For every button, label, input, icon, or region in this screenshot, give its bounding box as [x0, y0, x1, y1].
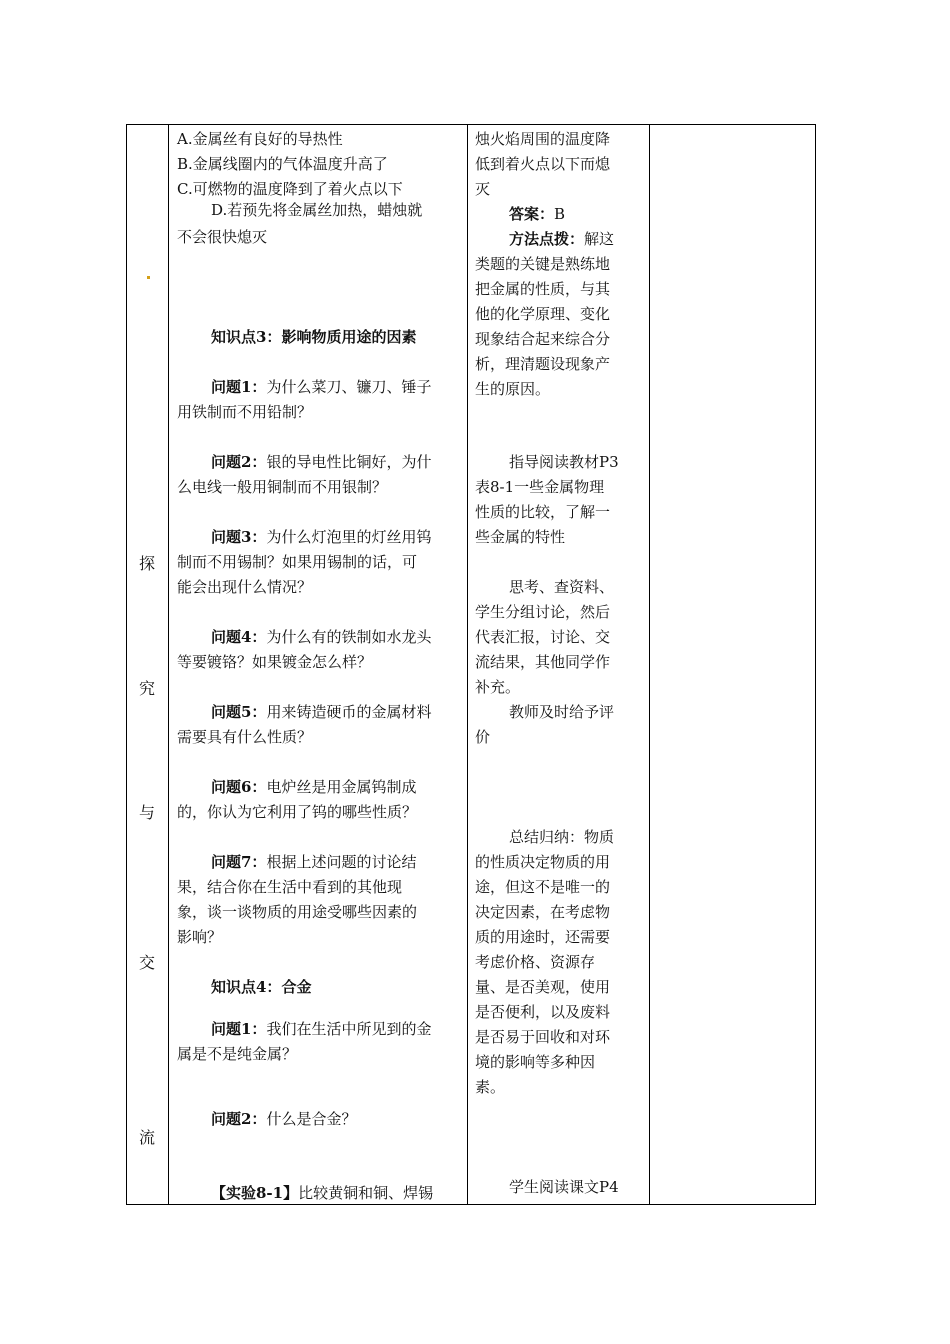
method-text: 他的化学原理、变化 — [475, 305, 611, 323]
method-text: 把金属的性质，与其 — [475, 280, 611, 298]
experiment-8-1 — [211, 1181, 433, 1206]
question-text: 象，谈一谈物质的用途受哪些因素的 — [177, 903, 418, 921]
activity-text: 思考、查资料、 — [509, 578, 615, 596]
sidebar-char: 探 — [138, 554, 155, 573]
answer-label: 答案： — [509, 205, 555, 223]
column-divider — [649, 125, 650, 1204]
summary-text: 总结归纳：物质 — [509, 828, 615, 846]
method-text: 现象结合起来综合分 — [475, 330, 611, 348]
column-divider — [168, 125, 169, 1204]
question-text: 为什么灯泡里的灯丝用钨 — [266, 528, 432, 546]
method-tip — [509, 227, 614, 252]
option-b: B.金属线圈内的气体温度升高了 — [177, 155, 388, 173]
activity-text: 代表汇报，讨论、交 — [475, 628, 611, 646]
method-label: 方法点拨： — [509, 230, 585, 248]
knowledge-point-3 — [211, 325, 416, 350]
question-text: 我们在生活中所见到的金 — [266, 1020, 432, 1038]
question-text: 用来铸造硬币的金属材料 — [266, 703, 432, 721]
kp-label: 知识点3： — [211, 328, 282, 346]
guide-text: 性质的比较，了解一 — [475, 503, 611, 521]
reading-text: 学生阅读课文P4 — [509, 1178, 619, 1196]
sidebar-char: 交 — [138, 953, 155, 972]
question-text: 为什么菜刀、镰刀、锤子 — [266, 378, 432, 396]
activity-text: 补充。 — [475, 678, 521, 696]
experiment-label: 【实验8-1】 — [211, 1184, 299, 1202]
kp-label: 知识点4： — [211, 978, 282, 996]
question-6 — [211, 775, 416, 800]
method-text: 解这 — [584, 230, 615, 248]
summary-text: 质的用途时，还需要 — [475, 928, 611, 946]
question-text: 能会出现什么情况？ — [177, 578, 313, 596]
method-text: 析，理清题设现象产 — [475, 355, 611, 373]
sidebar-char: 究 — [138, 679, 155, 698]
option-d: D.若预先将金属丝加热，蜡烛就 — [211, 201, 423, 219]
question-text: 为什么有的铁制如水龙头 — [266, 628, 432, 646]
summary-text: 是否易于回收和对环 — [475, 1028, 611, 1046]
kp-title: 影响物质用途的因素 — [281, 328, 417, 346]
question-text: 果，结合你在生活中看到的其他现 — [177, 878, 403, 896]
question-text: 根据上述问题的讨论结 — [266, 853, 417, 871]
question-1 — [211, 375, 431, 400]
question-label: 问题7： — [211, 853, 267, 871]
sidebar-char: 与 — [138, 803, 155, 822]
explanation-text: 低到着火点以下而熄 — [475, 155, 611, 173]
question-text: 影响？ — [177, 928, 223, 946]
lesson-table — [126, 124, 816, 1205]
answer-value: B — [554, 205, 566, 223]
option-d-cont: 不会很快熄灭 — [177, 228, 268, 246]
method-text: 类题的关键是熟练地 — [475, 255, 611, 273]
question-text: 等要镀铬？如果镀金怎么样？ — [177, 653, 373, 671]
summary-text: 是否便利，以及废料 — [475, 1003, 611, 1021]
option-a: A.金属丝有良好的导热性 — [177, 130, 343, 148]
alloy-question-2 — [211, 1107, 356, 1132]
question-label: 问题5： — [211, 703, 267, 721]
question-label: 问题3： — [211, 528, 267, 546]
teacher-text: 价 — [475, 728, 491, 746]
question-label: 问题2： — [211, 453, 267, 471]
activity-text: 流结果，其他同学作 — [475, 653, 611, 671]
summary-text: 素。 — [475, 1078, 506, 1096]
summary-text: 决定因素，在考虑物 — [475, 903, 611, 921]
question-text: 制而不用锡制？如果用锡制的话，可 — [177, 553, 418, 571]
question-text: 用铁制而不用铅制？ — [177, 403, 313, 421]
experiment-text: 比较黄铜和铜、焊锡 — [298, 1184, 434, 1202]
question-4 — [211, 625, 431, 650]
option-c: C.可燃物的温度降到了着火点以下 — [177, 180, 403, 198]
question-text: 需要具有什么性质？ — [177, 728, 313, 746]
question-text: 属是不是纯金属？ — [177, 1045, 298, 1063]
answer — [509, 202, 565, 227]
question-2 — [211, 450, 431, 475]
question-text: 什么是合金？ — [266, 1110, 357, 1128]
question-label: 问题2： — [211, 1110, 267, 1128]
guide-text: 指导阅读教材P3 — [509, 453, 619, 471]
question-label: 问题1： — [211, 378, 267, 396]
question-7 — [211, 850, 416, 875]
teacher-text: 教师及时给予评 — [509, 703, 615, 721]
sidebar-char: 流 — [138, 1128, 155, 1147]
guide-text: 些金属的特性 — [475, 528, 566, 546]
activity-text: 学生分组讨论，然后 — [475, 603, 611, 621]
kp-title: 合金 — [281, 978, 312, 996]
summary-text: 境的影响等多种因 — [475, 1053, 596, 1071]
question-text: 银的导电性比铜好，为什 — [266, 453, 432, 471]
dot-mark — [147, 276, 150, 279]
column-divider — [467, 125, 468, 1204]
question-label: 问题6： — [211, 778, 267, 796]
question-5 — [211, 700, 431, 725]
summary-text: 考虑价格、资源存 — [475, 953, 596, 971]
summary-text: 的性质决定物质的用 — [475, 853, 611, 871]
explanation-text: 灭 — [475, 180, 491, 198]
question-3 — [211, 525, 431, 550]
summary-text: 量、是否美观，使用 — [475, 978, 611, 996]
guide-text: 表8-1一些金属物理 — [475, 478, 605, 496]
question-text: 么电线一般用铜制而不用银制？ — [177, 478, 388, 496]
question-text: 电炉丝是用金属钨制成 — [266, 778, 417, 796]
question-label: 问题1： — [211, 1020, 267, 1038]
question-label: 问题4： — [211, 628, 267, 646]
alloy-question-1 — [211, 1017, 431, 1042]
explanation-text: 烛火焰周围的温度降 — [475, 130, 611, 148]
summary-text: 途，但这不是唯一的 — [475, 878, 611, 896]
question-text: 的，你认为它利用了钨的哪些性质？ — [177, 803, 418, 821]
method-text: 生的原因。 — [475, 380, 551, 398]
knowledge-point-4 — [211, 975, 311, 1000]
